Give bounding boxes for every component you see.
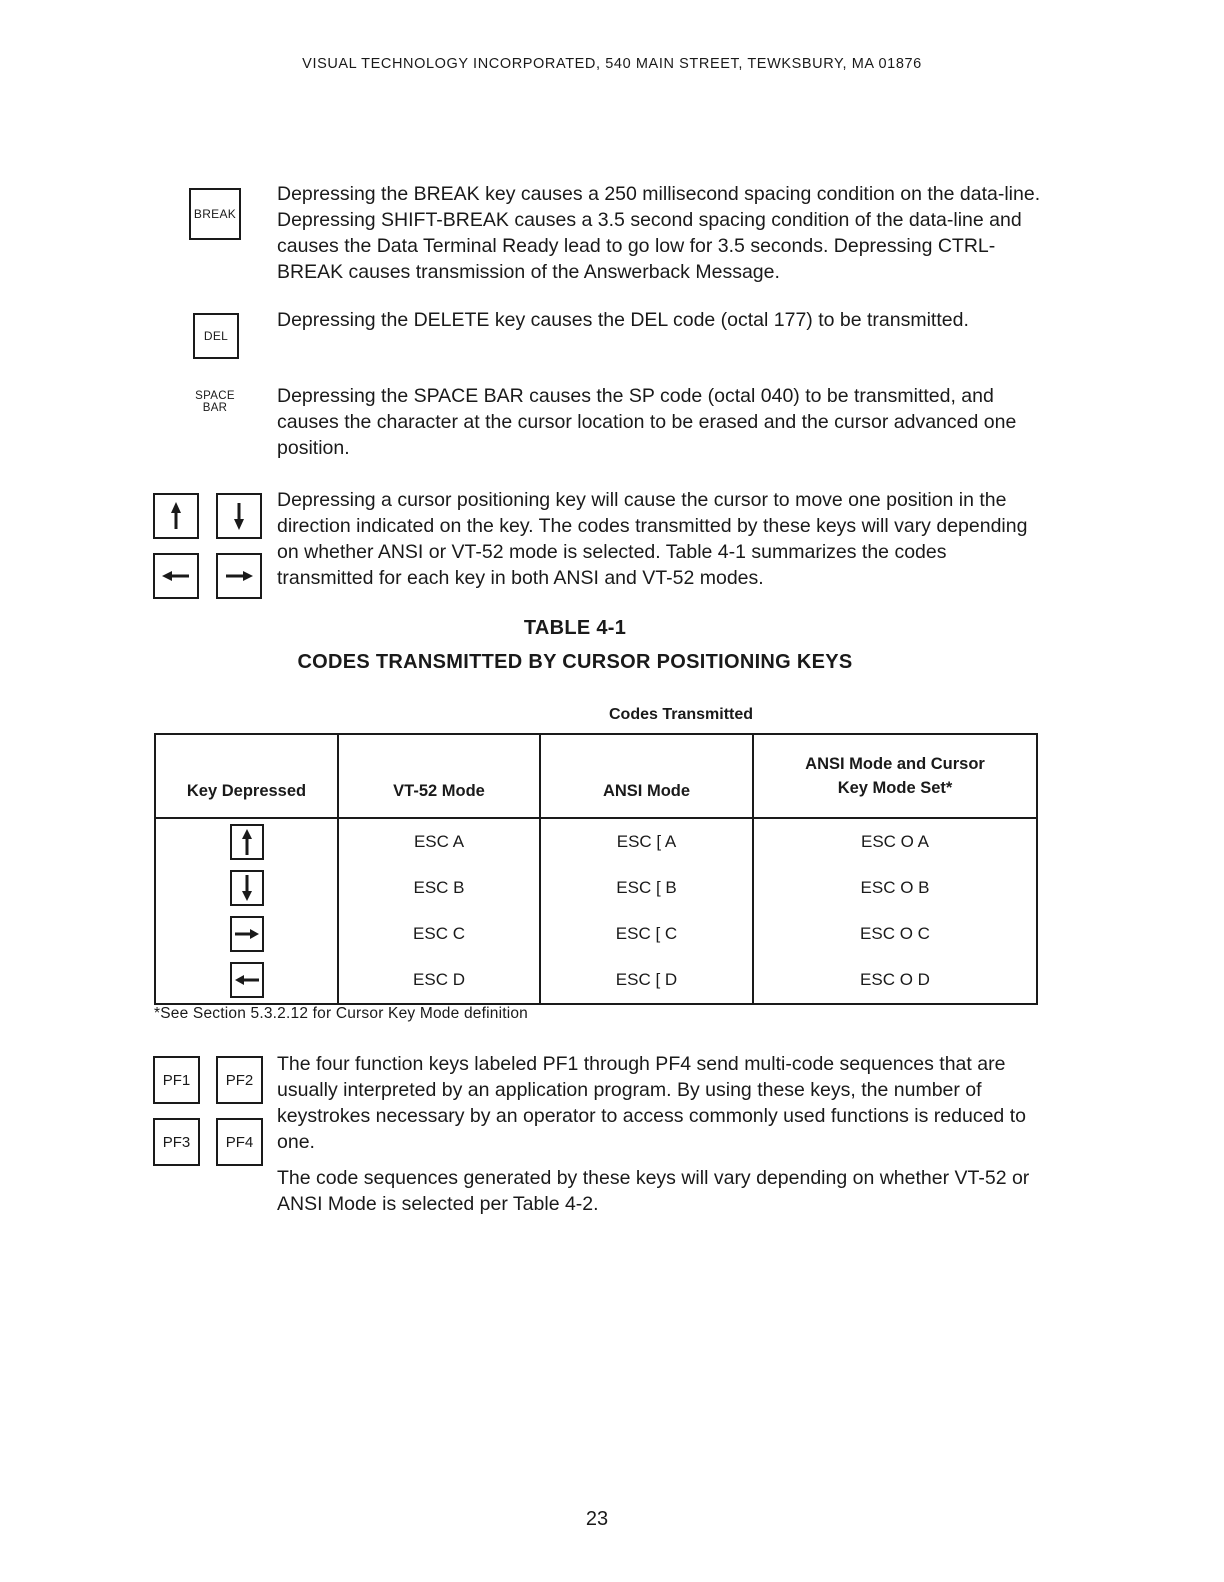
left-arrow-icon: [159, 566, 193, 586]
pf-table-paragraph: The code sequences generated by these keys will vary depending on whether VT-52 or ANSI Mode is selected per Table 4-2.: [277, 1167, 1030, 1215]
ansi-cursor-code: ESC O D: [753, 957, 1037, 1004]
table-row: [155, 865, 1037, 911]
right-arrow-icon: [222, 566, 256, 586]
up-arrow-key-icon: [153, 493, 199, 539]
ansi-cursor-code: ESC O A: [753, 818, 1037, 865]
pf-paragraph: The four function keys labeled PF1 through PF4 send multi-code sequences that are usually interpreted by an application program. By using these keys, the number of keystrokes necessary by an operator to access commonly used functions is reduced to one.: [277, 1053, 1026, 1153]
table-footnote: *See Section 5.3.2.12 for Cursor Key Mode definition: [154, 1005, 528, 1022]
break-paragraph: Depressing the BREAK key causes a 250 millisecond spacing condition on the data-line. Depressing SHIFT-BREAK causes a 3.5 second spacing condition of the data-line and causes the Data Terminal Ready lead to go low for 3.5 seconds. Depressing CTRL-BREAK causes transmission of the Answerback Message.: [277, 183, 1041, 283]
down-arrow-key-icon: [216, 493, 262, 539]
space-paragraph: Depressing the SPACE BAR causes the SP code (octal 040) to be transmitted, and causes the character at the cursor location to be erased and the cursor advanced one position.: [277, 385, 1017, 459]
codes-transmitted-caption: Codes Transmitted: [608, 706, 754, 723]
down-arrow-icon: [230, 870, 264, 906]
key-cell: [155, 957, 338, 1004]
pf2-key-icon: [216, 1056, 263, 1104]
ansi-code: ESC [ A: [540, 818, 753, 865]
break-key-label: BREAK: [193, 207, 237, 221]
up-arrow-icon: [230, 824, 264, 860]
vt52-code: ESC B: [338, 865, 540, 911]
ansi-code: ESC [ B: [540, 865, 753, 911]
header-ansi-cursor-line1: ANSI Mode and Cursor: [805, 755, 985, 773]
delete-paragraph: Depressing the DELETE key causes the DEL code (octal 177) to be transmitted.: [277, 309, 969, 331]
ansi-code: ESC [ D: [540, 957, 753, 1004]
table-row: [155, 818, 1037, 865]
key-cell: [155, 911, 338, 957]
vt52-code: ESC C: [338, 911, 540, 957]
pf1-key-label: PF1: [162, 1071, 191, 1089]
vt52-code: ESC A: [338, 818, 540, 865]
ansi-cursor-code: ESC O C: [753, 911, 1037, 957]
space-bar-label-line1: SPACE: [195, 390, 235, 402]
break-key-icon: [189, 188, 241, 240]
ansi-cursor-code: ESC O B: [753, 865, 1037, 911]
left-arrow-icon: [230, 962, 264, 998]
table-header-row: [155, 734, 1037, 818]
ansi-code: ESC [ C: [540, 911, 753, 957]
del-key-icon: [193, 313, 239, 359]
table-number: TABLE 4-1: [523, 617, 627, 639]
pf2-key-label: PF2: [225, 1071, 254, 1089]
header-vt52-mode: VT-52 Mode: [338, 734, 540, 818]
up-arrow-icon: [161, 499, 191, 533]
codes-table: [154, 733, 1038, 1005]
header-ansi-mode: ANSI Mode: [540, 734, 753, 818]
space-bar-label-line2: BAR: [202, 402, 228, 414]
space-bar-label: [188, 390, 242, 414]
header-ansi-cursor-line2: Key Mode Set*: [837, 779, 953, 797]
right-arrow-icon: [230, 916, 264, 952]
left-arrow-key-icon: [153, 553, 199, 599]
del-key-label: DEL: [203, 329, 229, 343]
down-arrow-icon: [224, 499, 254, 533]
pf3-key-label: PF3: [162, 1133, 191, 1151]
right-arrow-key-icon: [216, 553, 262, 599]
vt52-code: ESC D: [338, 957, 540, 1004]
header-ansi-cursor-mode: [753, 734, 1037, 818]
header-key-depressed: Key Depressed: [155, 734, 338, 818]
key-cell: [155, 818, 338, 865]
page-number: 23: [585, 1508, 609, 1530]
pf4-key-label: PF4: [225, 1133, 254, 1151]
pf3-key-icon: [153, 1118, 200, 1166]
page-header: VISUAL TECHNOLOGY INCORPORATED, 540 MAIN STREET, TEWKSBURY, MA 01876: [302, 56, 922, 72]
pf1-key-icon: [153, 1056, 200, 1104]
cursor-paragraph: Depressing a cursor positioning key will cause the cursor to move one position in the direction indicated on the key. The codes transmitted by these keys will vary depending on whether ANSI or VT-52 mode is selected. Table 4-1 summarizes the codes transmitted for each key in both ANSI and VT-52 modes.: [277, 489, 1028, 589]
pf4-key-icon: [216, 1118, 263, 1166]
table-title: CODES TRANSMITTED BY CURSOR POSITIONING KEYS: [297, 651, 853, 673]
key-cell: [155, 865, 338, 911]
table-row: [155, 957, 1037, 1004]
table-row: [155, 911, 1037, 957]
